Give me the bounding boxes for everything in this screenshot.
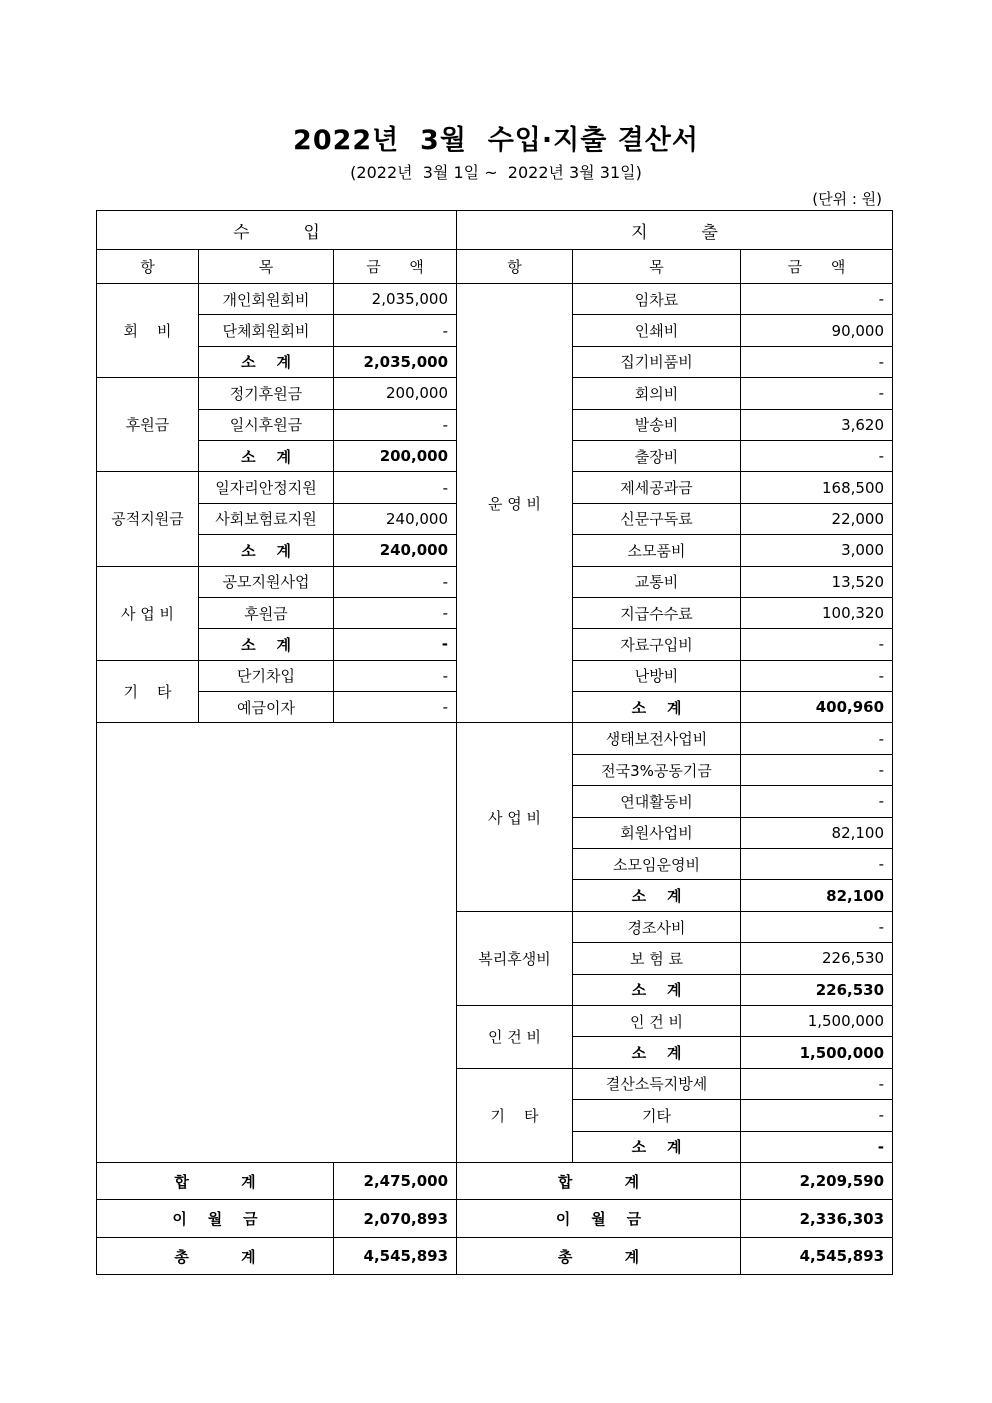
total-income-amount: 4,545,893: [334, 1237, 457, 1275]
income-subtotal-amount: 2,035,000: [334, 346, 457, 377]
income-subtotal-label: 소 계: [199, 629, 334, 660]
total-row: [97, 1237, 893, 1275]
expense-amount: -: [741, 786, 893, 817]
total-label-expense: 총 계: [457, 1237, 741, 1275]
income-item: 후원금: [199, 597, 334, 628]
expense-category: 운 영 비: [457, 284, 573, 723]
expense-amount: 3,000: [741, 535, 893, 566]
expense-amount: -: [741, 1068, 893, 1099]
income-amount: 2,035,000: [334, 284, 457, 315]
expense-item: 교통비: [573, 566, 741, 597]
income-amount: -: [334, 409, 457, 440]
income-item: 예금이자: [199, 692, 334, 723]
expense-item: 회원사업비: [573, 817, 741, 848]
total-expense-amount: 2,336,303: [741, 1200, 893, 1238]
unit-label: (단위 : 원): [812, 190, 882, 208]
expense-amount: 90,000: [741, 315, 893, 346]
income-header: 수 입: [97, 211, 457, 250]
expense-subtotal-label: 소 계: [573, 974, 741, 1005]
expense-category: 기 타: [457, 1068, 573, 1162]
income-amount-header: 금 액: [334, 250, 457, 284]
income-item: 일자리안정지원: [199, 472, 334, 503]
income-subtotal-amount: -: [334, 629, 457, 660]
expense-amount: -: [741, 346, 893, 377]
expense-subtotal-label: 소 계: [573, 880, 741, 911]
expense-item: 지급수수료: [573, 597, 741, 628]
expense-item: 전국3%공동기금: [573, 754, 741, 785]
expense-amount: -: [741, 754, 893, 785]
expense-subtotal-amount: -: [741, 1131, 893, 1162]
expense-amount: -: [741, 284, 893, 315]
expense-item: 신문구독료: [573, 503, 741, 534]
income-hang-header: 항: [97, 250, 199, 284]
income-subtotal-amount: 240,000: [334, 535, 457, 566]
expense-item: 자료구입비: [573, 629, 741, 660]
expense-amount: 22,000: [741, 503, 893, 534]
expense-header: 지 출: [457, 211, 893, 250]
income-amount: -: [334, 692, 457, 723]
expense-subtotal-amount: 82,100: [741, 880, 893, 911]
total-label-income: 이 월 금: [97, 1200, 334, 1238]
income-item: 단체회원회비: [199, 315, 334, 346]
expense-amount: -: [741, 378, 893, 409]
expense-subtotal-amount: 226,530: [741, 974, 893, 1005]
expense-item: 기타: [573, 1100, 741, 1131]
expense-subtotal-amount: 400,960: [741, 692, 893, 723]
settlement-table: [96, 210, 893, 1275]
income-amount: -: [334, 566, 457, 597]
expense-item: 보 험 료: [573, 943, 741, 974]
expense-item: 소모품비: [573, 535, 741, 566]
income-item: 정기후원금: [199, 378, 334, 409]
expense-item: 결산소득지방세: [573, 1068, 741, 1099]
expense-category: 인 건 비: [457, 1005, 573, 1068]
income-subtotal-label: 소 계: [199, 440, 334, 471]
income-amount: -: [334, 315, 457, 346]
expense-item: 생태보전사업비: [573, 723, 741, 754]
income-amount: -: [334, 660, 457, 691]
expense-item: 제세공과금: [573, 472, 741, 503]
total-label-expense: 합 계: [457, 1162, 741, 1200]
income-empty-area: [97, 723, 457, 1162]
expense-amount: -: [741, 660, 893, 691]
income-amount: -: [334, 472, 457, 503]
expense-amount: 1,500,000: [741, 1005, 893, 1036]
expense-category: 사 업 비: [457, 723, 573, 911]
expense-amount: 82,100: [741, 817, 893, 848]
income-category: 기 타: [97, 660, 199, 723]
expense-item: 인 건 비: [573, 1005, 741, 1036]
income-item: 공모지원사업: [199, 566, 334, 597]
total-expense-amount: 4,545,893: [741, 1237, 893, 1275]
total-income-amount: 2,070,893: [334, 1200, 457, 1238]
income-item: 단기차입: [199, 660, 334, 691]
expense-item: 회의비: [573, 378, 741, 409]
expense-subtotal-label: 소 계: [573, 1131, 741, 1162]
expense-amount: -: [741, 849, 893, 880]
income-amount: -: [334, 597, 457, 628]
total-label-expense: 이 월 금: [457, 1200, 741, 1238]
expense-subtotal-label: 소 계: [573, 692, 741, 723]
total-row: [97, 1162, 893, 1200]
income-item: 개인회원회비: [199, 284, 334, 315]
income-category: 회 비: [97, 284, 199, 378]
expense-amount: -: [741, 440, 893, 471]
table-row: [97, 723, 893, 754]
income-subtotal-amount: 200,000: [334, 440, 457, 471]
expense-amount: -: [741, 911, 893, 942]
income-amount: 240,000: [334, 503, 457, 534]
expense-amount: -: [741, 723, 893, 754]
expense-category: 복리후생비: [457, 911, 573, 1005]
expense-item: 인쇄비: [573, 315, 741, 346]
expense-amount: 168,500: [741, 472, 893, 503]
expense-amount: -: [741, 1100, 893, 1131]
total-row: [97, 1200, 893, 1238]
income-subtotal-label: 소 계: [199, 346, 334, 377]
expense-hang-header: 항: [457, 250, 573, 284]
document-title: 2022년 3월 수입·지출 결산서: [293, 125, 699, 156]
total-label-income: 총 계: [97, 1237, 334, 1275]
expense-amount: 3,620: [741, 409, 893, 440]
expense-amount: -: [741, 629, 893, 660]
income-mok-header: 목: [199, 250, 334, 284]
expense-item: 발송비: [573, 409, 741, 440]
expense-item: 집기비품비: [573, 346, 741, 377]
income-item: 사회보험료지원: [199, 503, 334, 534]
income-item: 일시후원금: [199, 409, 334, 440]
income-category: 사 업 비: [97, 566, 199, 660]
income-subtotal-label: 소 계: [199, 535, 334, 566]
expense-subtotal-amount: 1,500,000: [741, 1037, 893, 1068]
expense-subtotal-label: 소 계: [573, 1037, 741, 1068]
expense-item: 출장비: [573, 440, 741, 471]
total-income-amount: 2,475,000: [334, 1162, 457, 1200]
expense-amount-header: 금 액: [741, 250, 893, 284]
expense-item: 연대활동비: [573, 786, 741, 817]
expense-item: 경조사비: [573, 911, 741, 942]
income-category: 후원금: [97, 378, 199, 472]
expense-amount: 100,320: [741, 597, 893, 628]
income-amount: 200,000: [334, 378, 457, 409]
expense-amount: 226,530: [741, 943, 893, 974]
expense-item: 난방비: [573, 660, 741, 691]
income-category: 공적지원금: [97, 472, 199, 566]
expense-item: 소모임운영비: [573, 849, 741, 880]
table-row: [97, 284, 893, 315]
expense-item: 임차료: [573, 284, 741, 315]
total-label-income: 합 계: [97, 1162, 334, 1200]
expense-amount: 13,520: [741, 566, 893, 597]
expense-mok-header: 목: [573, 250, 741, 284]
period-text: (2022년 3월 1일 ~ 2022년 3월 31일): [350, 163, 642, 182]
total-expense-amount: 2,209,590: [741, 1162, 893, 1200]
